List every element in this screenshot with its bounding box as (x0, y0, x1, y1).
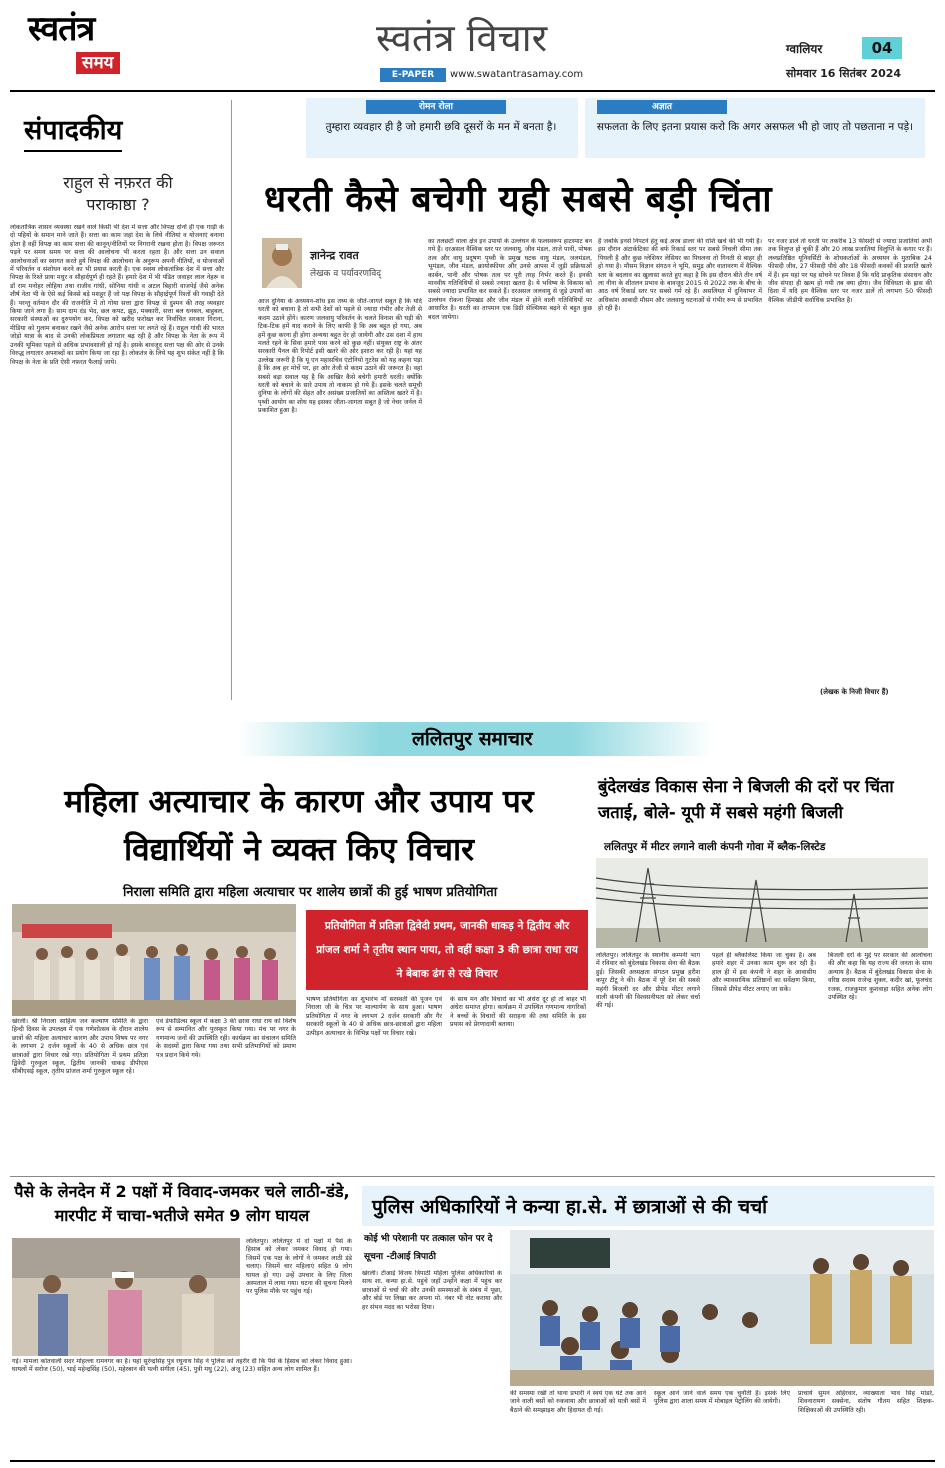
story2-subhead: ललितपुर में मीटर लगाने वाली कंपनी गोवा में ब्लैक-लिस्टेड (604, 841, 826, 853)
story1-subhead: निराला समिति द्वारा महिला अत्याचार पर शालेय छात्रों की हुई भाषण प्रतियोगिता (122, 885, 498, 900)
logo (28, 10, 148, 82)
editorial-headline: राहुल से नफ़रत की पराकाष्ठा ? (63, 173, 173, 214)
divider-mid (10, 1176, 935, 1177)
date: सोमवार 16 सितंबर 2024 (786, 67, 902, 80)
story1-col-1: खेरली। श्री निराला साहित्य जन कल्याण समिति के द्वारा हिन्दी दिवस के उपलक्ष्य में एक गणेशोत्सव के दौरान शालेय छात्रों की महिला अत्याचार कारण और उपाय विषय पर नगर के लगभग 2 दर्जन स्कूलों के 40 से अधिक छात्र एवं छात्राओं द्वारा विचार रखे गए। प्रतियोगिता में प्रथम प्रतिज्ञा द्विवेदी गुरुकुल स्कूल, द्वितीय जानकी धाकड़ डीपीएस सीबीएसई स्कूल, तृतीय प्रांजल शर्मा गुरुकुल स्कूल रहे। (12, 1018, 148, 1076)
quote-author: अज्ञात (597, 100, 727, 114)
story4-headline: पुलिस अधिकारियों ने कन्या हा.से. में छात्राओं से की चर्चा (372, 1196, 768, 1218)
section-banner (10, 716, 935, 760)
editorial-body: लोकतांत्रिक शासन व्यवस्था रखने वाले किसी भी देश में सत्ता और विपक्ष दोनों ही एक गाड़ी के दो पहियों के समान माने जाते हैं। सत्ता का काम जहां देश के लिये नीतियां व योजनाएं बनाना होता है वहीं विपक्ष का काम सत्ता की कानून/नीतियों पर निगरानी रखना होता है। विपक्ष जरूरत पड़ने पर समय समय पर सत्ता की आलोचना भी करता रहता है। और सत्ता उन सवाल आलोचनाओं का स्वागत करते हुये विपक्ष की आलोचना के अनुरूप अपनी नीतियों, व योजनाओं में परिवर्तन व संशोधन करने का भी प्रयास करती है। एक स्वस्थ लोकतांत्रिक देश में सत्ता और विपक्ष के रिश्ते प्रायः मधुर व सौहार्दपूर्ण ही रहते हैं। हमारे देश में भी पंडित जवाहर लाल नेहरू व डॉ राम मनोहर लोहिया तथा राजीव गांधी, सोनिया गांधी व अटल बिहारी वाजपेई जैसे अनेक शीर्ष नेता भी के ऐसे कई किस्से बड़े मशहूर हैं जो पक्ष विपक्ष के सौहार्द्रपूर्ण रिश्तों की गवाही देते हैं। परन्तु वर्तमान दौर की राजनीति में तो गोया सत्ता द्वारा विपक्ष से दुश्मन की तरह व्यवहार किया जाने लगा है। साम दाम दंड भेद, छल कपट, झूठ, मक्कारी, सत्ता बल धनबल, बाहुबल, सरकारी संस्थाओं का दुरुपयोग कर, विपक्ष को खरीद फ़रोख्त कर निर्वाचित सरकार गिराना, मीडिया को गुलाम बनाकर रखने जैसे अनेक आरोप सत्ता पर लगते रहे हैं। राहुल गांधी की भारत जोड़ो यात्रा के बाद से उनकी लोकप्रियता लगातार बढ़ रही है और विपक्ष के नेता के रूप में उनकी भूमिका पहले से अधिक प्रभावशाली हो गई है। इसके बावजूद सत्ता पक्ष की ओर से उनके विरुद्ध लगातार अपशब्दों का प्रयोग किया जा रहा है। लोकतंत्र के लिये यह शुभ संकेत नहीं है कि विपक्ष के नेता के प्रति ऐसी नफ़रत फैलाई जाये। (10, 224, 224, 366)
story2-col-3: बिजली दरों के मुद्दे पर सरकार की आलोचना की और कहा कि यह राज्य की जनता के साथ अन्याय है। बैठक में बुंदेलखंड विकास सेना के वरिष्ठ सदस्य राजेन्द्र शुक्ल, कदीर खां, फूलचंद रजक, राजकुमार कुशवाहा सहित अनेक लोग उपस्थित रहे। (828, 952, 932, 1002)
story4-photo (510, 1230, 934, 1386)
story1-col-3: भाषण प्रतियोगिता का शुभारंभ माँ सरस्वती की पूजन एवं निराला जी के चित्र पर माल्यार्पण के साथ हुआ। भाषण प्रतियोगिता में नगर के लगभग 2 दर्जन सरकारी और गैर सरकारी स्कूलों के 40 से अधिक छात्र-छात्राओं द्वारा महिला उत्पीड़न अत्याचार के विभिन्न पक्षों पर विचार रखे। (306, 996, 442, 1037)
highlight-text: प्रतियोगिता में प्रतिज्ञा द्विवेदी प्रथम, जानकी धाकड़ ने द्वितीय और प्रांजल शर्मा ने तृतीय स्थान पाया, तो वहीं कक्षा 3 की छात्रा राधा राय ने बेबाक ढंग से रखे विचार (316, 920, 578, 980)
lead-column-4: पर नजर डालें तो धरती पर तकरीब 13 फीसदी से ज्यादा प्रजातियां अभी तक विलुप्त हो चुकी हैं और 20 लाख प्रजातियां विलुप्ति के कगार पर हैं। लब्ध्प्रतिष्ठित यूनिवर्सिटी के शोधकर्ताओं के अध्ययन के मुताबिक 24 फीसदी जीव, 27 फीसदी पौधे और 18 फीसदी कवकों की प्रजाति खतरे में हैं। हम यहां पर यह सोचने पर विवश हैं कि यदि प्राकृतिक संसाधन और जीव संपदा ही खत्म हो गयी तब क्या होगा। जैव विविधता के ह्रास की दिशा में यदि हम वैश्विक स्तर पर नजर डालें तो लगभग 50 फीसदी वैश्विक जीडीपी सर्वाधिक प्रभावित है। (768, 238, 932, 304)
city: ग्वालियर (786, 42, 823, 56)
story2-col-2: पहले ही ब्लैकलिस्ट किया जा चुका है। अब हमारे शहर में उनका काम शुरू कर रही है। हाल ही में इस कंपनी ने शहर के आवासीय और व्यावसायिक प्रतिष्ठानों का सर्वेक्षण किया, जिससे प्रीपेड मीटर लगाए जा सकें। (712, 952, 816, 993)
classroom-image (510, 1230, 934, 1386)
story2-photo (596, 858, 928, 948)
story3-caption: गई। मामला कोतवाली सदर मोहल्ला रामनगर का है। यहां सुरेन्द्रसिंह पुत्र रघुनाथ सिंह ने पुलिस को तहरीर दी कि पैसे के हिसाब को लेकर विवाद हुआ। घायलों में सरोज (50), भाई महेन्द्रसिंह (50), महेरबान की पत्नी संगीता (45), पुत्री मधु (22), अंजू (23) सहित अन्य लोग शामिल हैं। (12, 1358, 352, 1374)
story1-headline: महिला अत्याचार के कारण और उपाय पर विद्यार्थियों ने व्यक्त किए विचार (64, 784, 534, 868)
author-photo (262, 238, 302, 288)
lead-headline: धरती कैसे बचेगी यही सबसे बड़ी चिंता (264, 179, 773, 220)
banner-title: ललितपुर समाचार (412, 728, 533, 750)
masthead (0, 0, 945, 92)
author-portrait-icon (262, 238, 302, 288)
lead-column-2: का तलछटी वाला क्षेत्र इन उपायों के उल्लंघन के फलस्वरूप हाटस्पाट बन गये हैं। दरअसल वैश्विक स्तर पर जलवायु, जीव मंडल, ताजे पानी, पोषक तत्व और वायु प्रदूषण पृथ्वी के प्रमुख घटक वायु मंडल, जलमंडल, भूमंडल, जीव मंडल, क्रायोस्फीयर और उनसे आपस में जुड़ी प्रक्रियाओं कार्बन, पानी और पोषक तत्व पर पूरी तरह निर्भर करते हैं। इनकी मानवीय गतिविधियों से सबसे ज्यादा खतरा है। ये भविष्य के विकास को सबसे ज्यादा प्रभावित कर सकते हैं। दरअसल जलवायु से जुड़े उपायों का उल्लंघन रोकना हिमखंड और जीव मंडल में होने वाली गतिविधियों पर आधारित है। धरती का तापमान एक डिग्री सेल्सियस बढ़ने से बहुत कुछ बदल जायेगा। (428, 238, 592, 321)
power-lines-image (596, 858, 928, 948)
section-label: संपादकीय (24, 114, 122, 152)
story3-headline: पैसे के लेनदेन में 2 पक्षों में विवाद-जमकर चले लाठी-डंडे, मारपीट में चाचा-भतीजे समेत 9 लोग घायल (14, 1182, 350, 1225)
quote-right (585, 98, 925, 158)
story4-col-2: की समस्या रखी तो थाना प्रभारी ने स्वयं एक घंटे तक आने जाने वाली बसों को रुकवाया और छात्राओं को यात्री बसों में बैठाने की समझाइश और हिदायत दी गई। (510, 1390, 646, 1414)
story2-headline: बुंदेलखंड विकास सेना ने बिजली की दरों पर चिंता जताई, बोले- यूपी में सबसे महंगी बिजली (598, 777, 894, 822)
masthead-divider (10, 90, 935, 92)
editorial-column (10, 100, 232, 700)
story1-photo (12, 904, 296, 1016)
epaper-bar (380, 68, 775, 82)
lead-column-3: है जबकि इनसे निपटने हेतु कई अरब डालर की राशि खर्च की भी गयी है। इस दौरान अंटार्कटिका की बर्फ रिकार्ड स्तर पर सबसे निचली सीमा तक पिघली है और कुछ ग्लेशियर लेसियर का पिघलना तो गिनती से बाहर ही हो गया है। मौसम विज्ञान संगठन ने भूमि, समुद्र और वातावरण में वैश्विक स्तर के बदलाव का खुलासा करते हुए कहा है कि इस दौरान बीते तीन वर्ष ला नीना के शीतलन प्रभाव के बावजूद 2015 से 2022 तक के बीच के आठ वर्ष रिकार्ड स्तर पर सबसे गर्म रहे हैं। असलियत में दुनियाभर में अधिकांश आबादी मौसम और जलवायु घटनाओं से गंभीर रूप से प्रभावित हो रही है। (598, 238, 762, 313)
epaper-label: E-PAPER (380, 68, 446, 82)
quote-text: सफलता के लिए इतना प्रयास करो कि अगर असफल भी हो जाए तो पछताना न पड़े। (596, 121, 914, 133)
lead-column-1: आज दुनिया के अध्ययन-शोध इस तथ्य के जीते-जागते सबूत हैं कि यदि धरती को बचाना है तो सभी देशों को पहले से ज्यादा गंभीर और तेजी से कदम उठाने होंगे। कारण जलवायु परिवर्तन के चलते विनाश की घड़ी की टिक-टिक हमें याद कराने के लिए काफी है कि अब बहुत हो गया, अब हमें कुछ करना ही होगा अन्यथा बहुत देर हो जायेगी और उस दशा में हाथ मलते रहने के सिवा हमारे पास करने को कुछ नहीं। संयुक्त राष्ट्र के अंतर सरकारी पैनल की रिपोर्ट इसी खतरे की ओर इशारा कर रही है। यहां यह उल्लेख जरूरी है कि यू एन महासचिव एंटोनियो गुटरेस को यह कहना पड़ा है कि अब हर मोर्चे पर, हर ओर तेजी से कदम उठाने की जरूरत है। वहां सबसे बड़ा सवाल यह है कि आखिर कैसे बचेगी हमारी धरती। क्योंकि धरती को बचाने के सारे उपाय तो नाकाम हो गये हैं। इसके चलते समूची दुनिया के लोगों की सेहत और असंख्य प्रजातियों का अस्तित्व खतरे में है। पृथ्वी आयोग का शोध यह इसका जीता-जागता सबूत है जो नेचर जर्नल में प्रकाशित हुआ है। (258, 298, 422, 415)
story4-col-3: स्कूल आने जाने वाले समय एक चुनौती है। इसके लिए पुलिस द्वारा शाला समय में मोबाइल पेट्रोलिंग की जायेगी। (654, 1390, 790, 1406)
author-name: ज्ञानेन्द्र रावत (310, 249, 359, 262)
story1-highlight (306, 910, 588, 990)
author-role: लेखक व पर्यावरणविद् (310, 269, 382, 279)
logo-top: स्वतंत्र (28, 9, 95, 49)
lead-signoff: (लेखक के निजी विचार हैं) (820, 688, 889, 696)
injured-people-image (12, 1238, 240, 1356)
paper-title: स्वतंत्र विचार (376, 16, 548, 60)
quote-left (306, 98, 578, 158)
website[interactable]: www.swatantrasamay.com (450, 69, 584, 80)
story1-col-4: के साथ मन और विचारों का भी अंधेरा दूर हो तो बाहर भी अंधेरा समाप्त होगा। कार्यक्रम में उपस्थित गणमान्य नागरिकों ने बच्चों के विचारों की सराहना की तथा समिति के इस प्रयास को प्रेरणादायी बताया। (450, 996, 586, 1029)
story3-body: ललितपुर। ललितपुर में दो पक्षों में पैसे के हिसाब को लेकर जमकर विवाद हो गया। जिसमें एक पक्ष के लोगों ने जमकर लाठी डंडे चलाए। जिसमें चार महिलाएं सहित 9 लोग घायल हो गए। उन्हें उपचार के लिए जिला अस्पताल में लाया गया। घटना की सूचना मिलने पर पुलिस मौके पर पहुंच गई। (246, 1238, 352, 1296)
quote-author: रोमन रोला (366, 100, 506, 114)
story4-col-4: प्राचार्य सुमन अहिरवार, व्याख्याता भाव सिंह मांडरे, शिवनारायण सक्सेना, संतोष गौतम सहित शिक्षक-शिक्षिकाओं की उपस्थिति रही। (798, 1390, 934, 1414)
story3-photo (12, 1238, 240, 1356)
story4-col-1: खेरली। टीआई विजय त्रिपाठी महिला पुलिस अधिकारियों के साथ शा. कन्या हा.से. पहुंचे जहाँ उन्होंने कक्षा में पहुंच कर छात्राओं से चर्चा की और उनकी समस्याओं के संबंध में पूछा, और बोर्ड पर लिखा कर अपना मो. नंबर भी नोट कराया और हर संभव मदद का भरोसा दिया। (362, 1270, 502, 1311)
story2-col-1: ललितपुर। ललितपुर के स्थानीय कम्पनी भाग में रविवार को बुंदेलखंड विकास सेना की बैठक हुई। जिसकी अध्यक्षता संगठन प्रमुख हरीश कपूर टीटू ने की। बैठक में पूरे देश की सबसे महंगी बिजली दर और प्रीपेड मीटर लगाने वाली कंपनी की विश्वसनीयता को लेकर चर्चा की गई। (596, 952, 700, 1010)
story1-col-2: एवं डेफोडिल्स स्कूल में कक्षा 3 की छात्रा राधा राय को विशेष रूप से सम्मानित और पुरस्कृत किया गया। मंच पर नगर के गणमान्य जनों की उपस्थिति रही। कार्यक्रम का संचालन समिति के सदस्यों द्वारा किया गया तथा सभी प्रतिभागियों को प्रमाण पत्र प्रदान किये गये। (156, 1018, 296, 1059)
event-photo-image (12, 904, 296, 1016)
quote-text: तुम्हारा व्यवहार ही है जो हमारी छवि दूसरों के मन में बनता है। (325, 121, 557, 133)
page-bottom-rule (10, 1460, 935, 1462)
story4-subhead: कोई भी परेशानी पर तत्काल फोन पर दे सूचना -टीआई त्रिपाठी (364, 1234, 493, 1262)
logo-bottom: समय (76, 52, 120, 74)
page-number: 04 (862, 37, 902, 59)
